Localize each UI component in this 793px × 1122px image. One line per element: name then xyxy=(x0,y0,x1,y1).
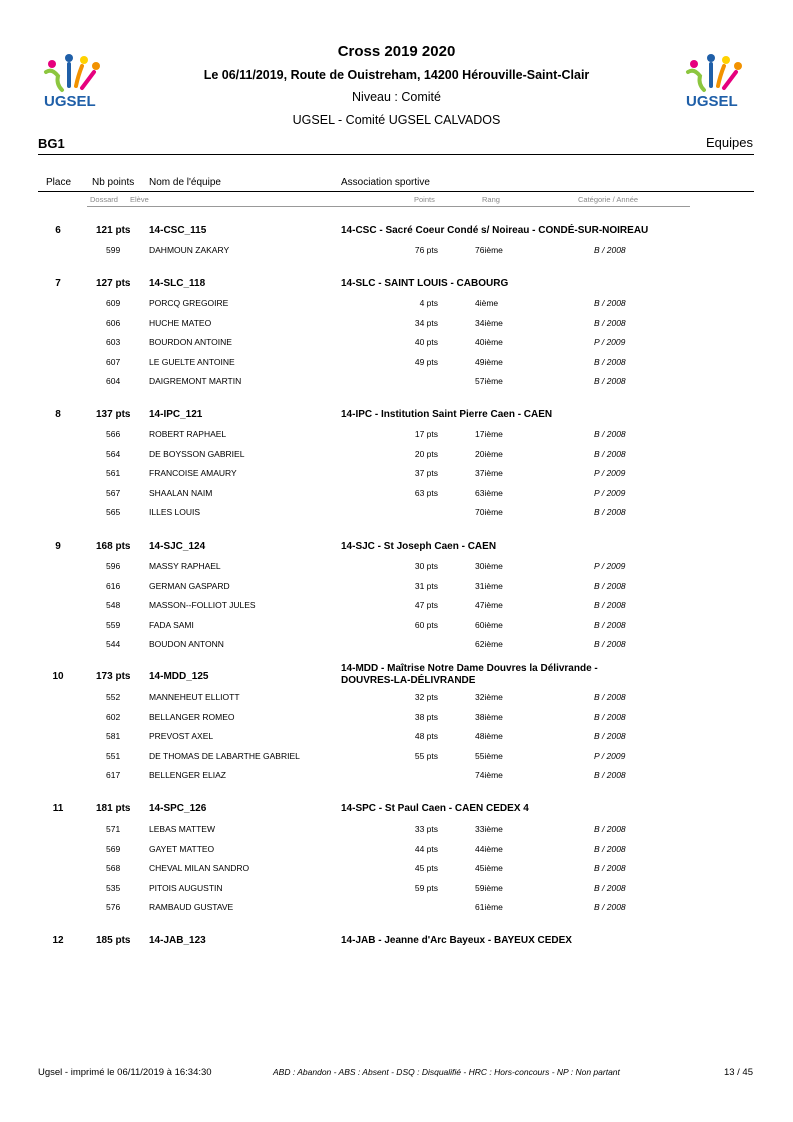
athlete-dossard: 603 xyxy=(106,337,121,348)
athlete-dossard: 567 xyxy=(106,487,121,498)
print-timestamp: Ugsel - imprimé le 06/11/2019 à 16:34:30 xyxy=(38,1067,212,1078)
athlete-name: DAIGREMONT MARTIN xyxy=(149,376,242,387)
team-association: 14-CSC - Sacré Coeur Condé s/ Noireau - CONDÉ-SUR-NOIREAU xyxy=(341,225,649,236)
team-points: 173 pts xyxy=(96,671,131,682)
athlete-points: 38 pts xyxy=(414,711,438,722)
athlete-points: 37 pts xyxy=(414,468,438,479)
athlete-dossard: 581 xyxy=(106,731,121,742)
svg-text:UGSEL: UGSEL xyxy=(686,93,738,110)
athlete-category: B / 2008 xyxy=(594,580,626,591)
athlete-dossard: 609 xyxy=(106,298,121,308)
athlete-name: BOUDON ANTONN xyxy=(149,639,224,650)
athlete-category: B / 2008 xyxy=(594,356,626,367)
athlete-dossard: 596 xyxy=(106,561,121,571)
athlete-category: B / 2008 xyxy=(594,448,626,459)
athlete-dossard: 616 xyxy=(106,580,121,591)
team-name: 14-JAB_123 xyxy=(149,935,206,946)
athlete-points: 45 pts xyxy=(414,863,438,874)
athlete-name: LEBAS MATTEW xyxy=(149,824,215,834)
athlete-name: PREVOST AXEL xyxy=(149,731,214,742)
team-association: 14-SPC - St Paul Caen - CAEN CEDEX 4 xyxy=(341,803,529,814)
athlete-category: B / 2008 xyxy=(594,770,626,781)
athlete-points: 63 pts xyxy=(414,487,438,498)
athlete-category: B / 2008 xyxy=(594,298,626,308)
athlete-points: 4 pts xyxy=(419,298,438,308)
athlete-dossard: 569 xyxy=(106,843,121,854)
athlete-name: LE GUELTE ANTOINE xyxy=(149,356,235,367)
header-divider xyxy=(38,154,754,155)
athlete-rank: 70ième xyxy=(475,507,503,518)
athlete-rank: 44ième xyxy=(475,843,503,854)
athlete-points: 32 pts xyxy=(414,692,438,702)
athlete-dossard: 566 xyxy=(106,429,121,439)
team-association: 14-SLC - SAINT LOUIS - CABOURG xyxy=(341,278,509,289)
athlete-rank: 31ième xyxy=(475,580,503,591)
athlete-dossard: 571 xyxy=(106,824,121,834)
subcol-eleve: Elève xyxy=(130,195,149,204)
team-name: 14-SLC_118 xyxy=(149,278,206,289)
athlete-category: B / 2008 xyxy=(594,245,626,255)
athlete-category: B / 2008 xyxy=(594,843,626,854)
athlete-points: 60 pts xyxy=(414,619,438,630)
athlete-category: P / 2009 xyxy=(594,750,626,761)
athlete-rank: 45ième xyxy=(475,863,503,874)
athlete-category: B / 2008 xyxy=(594,376,626,387)
athlete-points: 59 pts xyxy=(414,882,438,893)
athlete-dossard: 599 xyxy=(106,245,121,255)
athlete-dossard: 568 xyxy=(106,863,121,874)
team-points: 121 pts xyxy=(96,225,131,236)
athlete-category: P / 2009 xyxy=(594,468,626,479)
athlete-name: PITOIS AUGUSTIN xyxy=(149,882,223,893)
page-title: Cross 2019 2020 xyxy=(337,43,456,60)
athlete-dossard: 544 xyxy=(106,639,121,650)
athlete-rank: 17ième xyxy=(475,429,503,439)
logo-text: UGSEL xyxy=(44,93,96,110)
ranking-type: Equipes xyxy=(706,135,753,150)
athlete-name: HUCHE MATEO xyxy=(149,317,212,328)
athlete-points: 33 pts xyxy=(414,824,438,834)
athlete-points: 34 pts xyxy=(414,317,438,328)
athlete-points: 76 pts xyxy=(414,245,438,255)
team-points: 168 pts xyxy=(96,541,131,552)
col-team: Nom de l'équipe xyxy=(149,177,221,188)
athlete-category: B / 2008 xyxy=(594,619,626,630)
athlete-rank: 47ième xyxy=(475,600,503,611)
team-place: 9 xyxy=(55,541,61,552)
athlete-points: 40 pts xyxy=(414,337,438,348)
athlete-dossard: 548 xyxy=(106,600,121,611)
athlete-category: B / 2008 xyxy=(594,692,626,702)
athlete-rank: 4ième xyxy=(475,298,499,308)
athlete-rank: 60ième xyxy=(475,619,503,630)
athlete-dossard: 617 xyxy=(106,770,121,781)
athlete-name: DE BOYSSON GABRIEL xyxy=(149,448,245,459)
athlete-dossard: 602 xyxy=(106,711,121,722)
athlete-name: SHAALAN NAIM xyxy=(149,487,213,498)
athlete-category: B / 2008 xyxy=(594,882,626,893)
athlete-dossard: 559 xyxy=(106,619,121,630)
athlete-name: FRANCOISE AMAURY xyxy=(149,468,237,479)
athlete-rank: 32ième xyxy=(475,692,503,702)
athlete-name: BOURDON ANTOINE xyxy=(149,337,232,348)
athlete-rank: 49ième xyxy=(475,356,503,367)
athlete-dossard: 551 xyxy=(106,750,121,761)
athlete-name: MASSON--FOLLIOT JULES xyxy=(149,600,256,611)
athlete-points: 55 pts xyxy=(414,750,438,761)
athlete-name: GAYET MATTEO xyxy=(149,843,215,854)
team-name: 14-SJC_124 xyxy=(149,541,206,552)
athlete-category: P / 2009 xyxy=(594,337,626,348)
athlete-name: CHEVAL MILAN SANDRO xyxy=(149,863,250,874)
athlete-rank: 55ième xyxy=(475,750,503,761)
athlete-points: 47 pts xyxy=(414,600,438,611)
team-place: 8 xyxy=(55,409,61,420)
team-place: 12 xyxy=(52,935,64,946)
athlete-dossard: 564 xyxy=(106,448,121,459)
athlete-dossard: 576 xyxy=(106,902,121,913)
athlete-points: 30 pts xyxy=(414,561,438,571)
team-name: 14-IPC_121 xyxy=(149,409,203,420)
athlete-dossard: 606 xyxy=(106,317,121,328)
athlete-rank: 76ième xyxy=(475,245,503,255)
level-label: Niveau : Comité xyxy=(352,90,441,104)
athlete-rank: 38ième xyxy=(475,711,503,722)
athlete-category: B / 2008 xyxy=(594,507,626,518)
athlete-name: DE THOMAS DE LABARTHE GABRIEL xyxy=(149,750,300,761)
athlete-points: 31 pts xyxy=(414,580,438,591)
athlete-category: P / 2009 xyxy=(594,561,626,571)
athlete-rank: 57ième xyxy=(475,376,503,387)
athlete-dossard: 565 xyxy=(106,507,121,518)
team-place: 11 xyxy=(52,803,64,814)
athlete-category: B / 2008 xyxy=(594,711,626,722)
athlete-dossard: 561 xyxy=(106,468,121,479)
athlete-name: FADA SAMI xyxy=(149,619,194,630)
athlete-rank: 37ième xyxy=(475,468,503,479)
event-subtitle: Le 06/11/2019, Route de Ouistreham, 14200 Hérouville-Saint-Clair xyxy=(203,68,590,82)
team-name: 14-MDD_125 xyxy=(149,671,209,682)
athlete-rank: 48ième xyxy=(475,731,503,742)
athlete-name: GERMAN GASPARD xyxy=(149,580,230,591)
athlete-category: P / 2009 xyxy=(594,487,626,498)
athlete-category: B / 2008 xyxy=(594,317,626,328)
team-points: 185 pts xyxy=(96,935,131,946)
athlete-points: 20 pts xyxy=(414,448,438,459)
athlete-name: ROBERT RAPHAEL xyxy=(149,429,227,439)
team-association-line2: DOUVRES-LA-DÉLIVRANDE xyxy=(341,675,476,686)
columns-divider xyxy=(38,191,754,192)
athlete-name: BELLANGER ROMEO xyxy=(149,711,235,722)
athlete-name: MANNEHEUT ELLIOTT xyxy=(149,692,240,702)
subcol-rang: Rang xyxy=(482,195,500,204)
athlete-name: ILLES LOUIS xyxy=(149,507,201,518)
athlete-category: B / 2008 xyxy=(594,863,626,874)
subcol-dossard: Dossard xyxy=(90,195,118,204)
race-category: BG1 xyxy=(38,136,65,151)
athlete-category: B / 2008 xyxy=(594,600,626,611)
athlete-rank: 74ième xyxy=(475,770,503,781)
committee-label: UGSEL - Comité UGSEL CALVADOS xyxy=(292,113,501,127)
team-name: 14-SPC_126 xyxy=(149,803,207,814)
team-name: 14-CSC_115 xyxy=(149,225,207,236)
athlete-name: DAHMOUN ZAKARY xyxy=(149,245,230,255)
athlete-points: 49 pts xyxy=(414,356,438,367)
team-association: 14-IPC - Institution Saint Pierre Caen - CAEN xyxy=(341,409,553,420)
subcolumns-divider xyxy=(87,206,690,207)
team-points: 181 pts xyxy=(96,803,131,814)
athlete-dossard: 604 xyxy=(106,376,121,387)
team-association: 14-SJC - St Joseph Caen - CAEN xyxy=(341,541,497,552)
athlete-points: 44 pts xyxy=(414,843,438,854)
team-place: 10 xyxy=(52,671,64,682)
athlete-dossard: 535 xyxy=(106,882,121,893)
athlete-category: B / 2008 xyxy=(594,824,626,834)
team-place: 7 xyxy=(55,278,61,289)
athlete-category: B / 2008 xyxy=(594,731,626,742)
athlete-rank: 30ième xyxy=(475,561,503,571)
athlete-points: 17 pts xyxy=(414,429,438,439)
athlete-dossard: 552 xyxy=(106,692,121,702)
athlete-points: 48 pts xyxy=(414,731,438,742)
athlete-rank: 63ième xyxy=(475,487,503,498)
athlete-name: RAMBAUD GUSTAVE xyxy=(149,902,234,913)
col-points: Nb points xyxy=(92,177,135,188)
athlete-rank: 40ième xyxy=(475,337,503,348)
athlete-name: MASSY RAPHAEL xyxy=(149,561,221,571)
athlete-rank: 20ième xyxy=(475,448,503,459)
team-points: 137 pts xyxy=(96,409,131,420)
athlete-rank: 34ième xyxy=(475,317,503,328)
athlete-rank: 59ième xyxy=(475,882,503,893)
subcol-points: Points xyxy=(414,195,435,204)
team-association: 14-MDD - Maîtrise Notre Dame Douvres la Délivrande - xyxy=(341,663,598,674)
team-association: 14-JAB - Jeanne d'Arc Bayeux - BAYEUX CEDEX xyxy=(341,935,572,946)
athlete-name: BELLENGER ELIAZ xyxy=(149,770,227,781)
athlete-category: B / 2008 xyxy=(594,429,626,439)
athlete-rank: 33ième xyxy=(475,824,503,834)
page-number: 13 / 45 xyxy=(723,1067,753,1078)
athlete-name: PORCQ GREGOIRE xyxy=(149,298,229,308)
team-place: 6 xyxy=(55,225,61,236)
subcol-categorie: Catégorie / Année xyxy=(578,195,639,204)
col-association: Association sportive xyxy=(341,177,430,188)
athlete-category: B / 2008 xyxy=(594,639,626,650)
athlete-dossard: 607 xyxy=(106,356,121,367)
athlete-rank: 62ième xyxy=(475,639,503,650)
team-points: 127 pts xyxy=(96,278,131,289)
status-legend: ABD : Abandon - ABS : Absent - DSQ : Disqualifié - HRC : Hors-concours - NP : Non partant xyxy=(273,1067,620,1077)
col-place: Place xyxy=(46,177,72,188)
athlete-category: B / 2008 xyxy=(594,902,626,913)
athlete-rank: 61ième xyxy=(475,902,503,913)
